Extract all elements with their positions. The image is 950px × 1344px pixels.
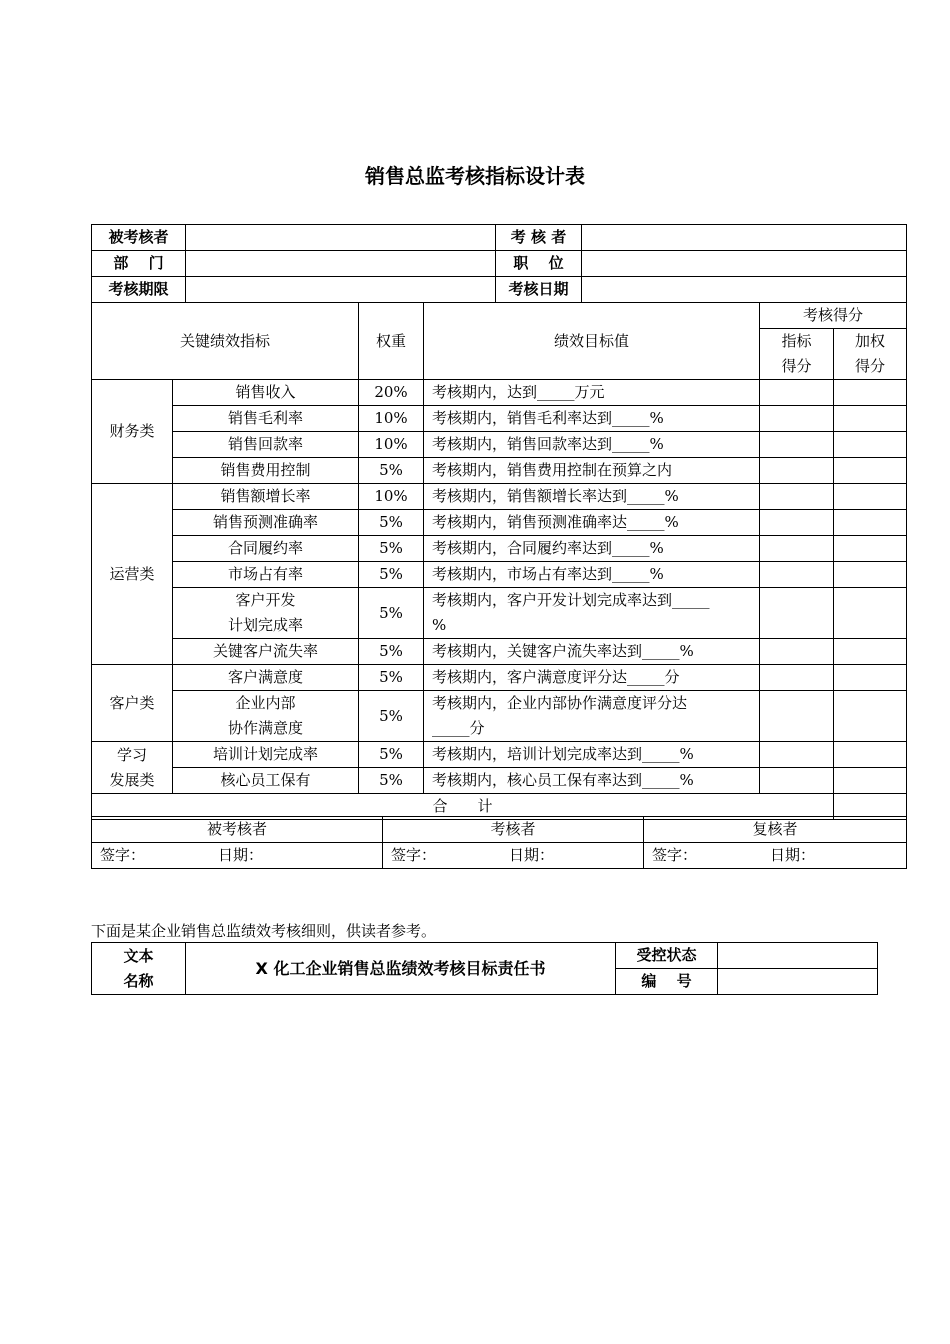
sign-label: 签字：: [652, 846, 698, 864]
index-score-cell[interactable]: [760, 510, 834, 536]
kpi-target: 考核期内，企业内部协作满意度评分达 _____分: [424, 691, 760, 742]
kpi-target: 考核期内，销售费用控制在预算之内: [424, 458, 760, 484]
date-label: 考核日期: [496, 277, 582, 303]
sign-label: 签字：: [391, 846, 437, 864]
index-score-cell[interactable]: [760, 562, 834, 588]
kpi-target: 考核期内，达到_____万元: [424, 380, 760, 406]
kpi-row: [92, 510, 907, 536]
kpi-target: 考核期内，客户开发计划完成率达到_____ %: [424, 588, 760, 639]
kpi-target: 考核期内，合同履约率达到_____%: [424, 536, 760, 562]
kpi-row: [92, 458, 907, 484]
text-name-label-text: 文本 名称: [123, 946, 154, 990]
weighted-score-cell[interactable]: [834, 510, 907, 536]
signoff-role-reviewer: 复核者: [644, 817, 907, 843]
department-field[interactable]: [186, 251, 496, 277]
sign-label: 签字：: [100, 846, 146, 864]
examinee-label: 被考核者: [92, 225, 186, 251]
kpi-row: [92, 639, 907, 665]
weighted-score-cell[interactable]: [834, 768, 907, 794]
index-score-cell[interactable]: [760, 484, 834, 510]
kpi-weight: 5%: [359, 768, 424, 794]
examinee-field[interactable]: [186, 225, 496, 251]
kpi-category: 运营类: [92, 484, 173, 665]
signoff-role-examinee: 被考核者: [92, 817, 383, 843]
control-status-field[interactable]: [718, 943, 878, 969]
weighted-score-cell[interactable]: [834, 588, 907, 639]
index-score-cell[interactable]: [760, 691, 834, 742]
reference-note: 下面是某企业销售总监绩效考核细则，供读者参考。: [91, 922, 437, 940]
kpi-weight: 5%: [359, 665, 424, 691]
sign-date-label: 日期：: [770, 846, 816, 864]
weighted-score-cell[interactable]: [834, 380, 907, 406]
total-label: 合 计: [92, 794, 834, 820]
period-label: 考核期限: [92, 277, 186, 303]
kpi-name: 销售额增长率: [173, 484, 359, 510]
kpi-weight: 5%: [359, 691, 424, 742]
kpi-weight: 5%: [359, 510, 424, 536]
signoff-role-examiner: 考核者: [383, 817, 644, 843]
kpi-name: 合同履约率: [173, 536, 359, 562]
examiner-field[interactable]: [582, 225, 907, 251]
weighted-score-cell[interactable]: [834, 742, 907, 768]
weight-column-header: 权重: [359, 303, 424, 380]
index-score-cell[interactable]: [760, 588, 834, 639]
date-field[interactable]: [582, 277, 907, 303]
index-score-cell[interactable]: [760, 406, 834, 432]
weighted-score-cell[interactable]: [834, 458, 907, 484]
weighted-score-cell[interactable]: [834, 665, 907, 691]
sign-date-label: 日期：: [509, 846, 555, 864]
kpi-target: 考核期内，核心员工保有率达到_____%: [424, 768, 760, 794]
kpi-name: 销售收入: [173, 380, 359, 406]
weighted-score-cell[interactable]: [834, 432, 907, 458]
index-score-cell[interactable]: [760, 665, 834, 691]
kpi-row: [92, 380, 907, 406]
kpi-weight: 5%: [359, 458, 424, 484]
kpi-target: 考核期内，销售额增长率达到_____%: [424, 484, 760, 510]
signoff-cell[interactable]: [644, 843, 907, 869]
kpi-row: [92, 536, 907, 562]
department-label: 部 门: [92, 251, 186, 277]
signoff-cell[interactable]: [383, 843, 644, 869]
kpi-name: 培训计划完成率: [173, 742, 359, 768]
kpi-row: [92, 768, 907, 794]
kpi-weight: 20%: [359, 380, 424, 406]
kpi-row: [92, 588, 907, 639]
kpi-name: 客户开发 计划完成率: [173, 588, 359, 639]
kpi-row: [92, 665, 907, 691]
kpi-column-header: 关键绩效指标: [92, 303, 359, 380]
index-score-cell[interactable]: [760, 639, 834, 665]
kpi-name: 市场占有率: [173, 562, 359, 588]
index-score-header-text: 指标得分: [781, 332, 812, 375]
kpi-row: [92, 406, 907, 432]
text-name-label: [92, 943, 186, 995]
kpi-target: 考核期内，培训计划完成率达到_____%: [424, 742, 760, 768]
index-score-cell[interactable]: [760, 742, 834, 768]
weighted-score-cell[interactable]: [834, 484, 907, 510]
kpi-category: 财务类: [92, 380, 173, 484]
kpi-name: 销售回款率: [173, 432, 359, 458]
position-label: 职 位: [496, 251, 582, 277]
kpi-weight: 5%: [359, 588, 424, 639]
kpi-row: [92, 691, 907, 742]
kpi-name: 关键客户流失率: [173, 639, 359, 665]
kpi-weight: 5%: [359, 742, 424, 768]
weighted-score-cell[interactable]: [834, 639, 907, 665]
page-title: 销售总监考核指标设计表: [365, 164, 585, 188]
target-column-header: 绩效目标值: [424, 303, 760, 380]
weighted-score-header: [834, 329, 907, 380]
header-info-table: [91, 224, 907, 303]
index-score-cell[interactable]: [760, 458, 834, 484]
doc-header-table: [91, 942, 878, 995]
weighted-score-cell[interactable]: [834, 406, 907, 432]
kpi-row: [92, 742, 907, 768]
kpi-weight: 10%: [359, 484, 424, 510]
kpi-category: 学习 发展类: [92, 742, 173, 794]
kpi-row: [92, 562, 907, 588]
control-status-label: 受控状态: [616, 943, 718, 969]
kpi-table: [91, 302, 907, 820]
kpi-weight: 10%: [359, 432, 424, 458]
kpi-name: 销售毛利率: [173, 406, 359, 432]
index-score-cell[interactable]: [760, 536, 834, 562]
examiner-label: 考 核 者: [496, 225, 582, 251]
weighted-score-cell[interactable]: [834, 562, 907, 588]
weighted-score-cell[interactable]: [834, 536, 907, 562]
period-field[interactable]: [186, 277, 496, 303]
kpi-target: 考核期内，关键客户流失率达到_____%: [424, 639, 760, 665]
weighted-score-header-text: 加权得分: [855, 332, 886, 375]
kpi-name: 客户满意度: [173, 665, 359, 691]
kpi-row: [92, 432, 907, 458]
index-score-cell[interactable]: [760, 380, 834, 406]
sign-date-label: 日期：: [218, 846, 264, 864]
position-field[interactable]: [582, 251, 907, 277]
kpi-target: 考核期内，销售毛利率达到_____%: [424, 406, 760, 432]
signoff-table: [91, 816, 907, 869]
kpi-row: [92, 484, 907, 510]
index-score-cell[interactable]: [760, 432, 834, 458]
index-score-header: [760, 329, 834, 380]
doc-title: X 化工企业销售总监绩效考核目标责任书: [186, 943, 616, 995]
kpi-weight: 5%: [359, 562, 424, 588]
kpi-name: 企业内部 协作满意度: [173, 691, 359, 742]
number-label: 编 号: [616, 969, 718, 995]
kpi-weight: 10%: [359, 406, 424, 432]
kpi-target: 考核期内，销售回款率达到_____%: [424, 432, 760, 458]
index-score-cell[interactable]: [760, 768, 834, 794]
kpi-target: 考核期内，销售预测准确率达_____%: [424, 510, 760, 536]
kpi-target: 考核期内，客户满意度评分达_____分: [424, 665, 760, 691]
signoff-cell[interactable]: [92, 843, 383, 869]
number-field[interactable]: [718, 969, 878, 995]
kpi-name: 核心员工保有: [173, 768, 359, 794]
score-group-header: 考核得分: [760, 303, 907, 329]
weighted-score-cell[interactable]: [834, 691, 907, 742]
kpi-weight: 5%: [359, 639, 424, 665]
kpi-name: 销售费用控制: [173, 458, 359, 484]
kpi-category: 客户类: [92, 665, 173, 742]
kpi-name: 销售预测准确率: [173, 510, 359, 536]
kpi-target: 考核期内，市场占有率达到_____%: [424, 562, 760, 588]
kpi-weight: 5%: [359, 536, 424, 562]
